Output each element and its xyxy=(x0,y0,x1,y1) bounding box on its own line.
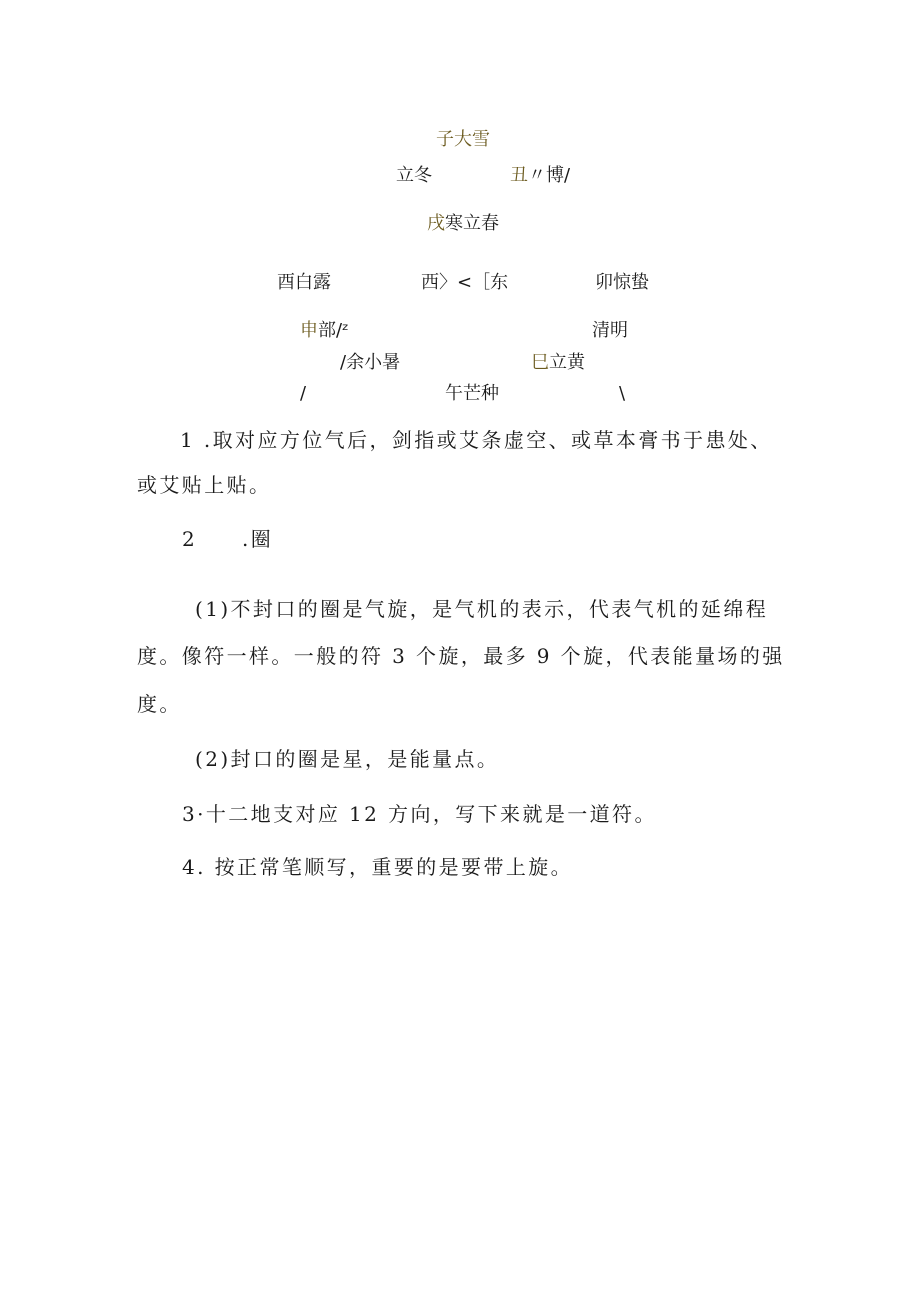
diagram-chou-label xyxy=(510,165,570,187)
diagram-slash-right: \ xyxy=(619,383,626,404)
diagram-wu-label: 午芒种 xyxy=(445,383,499,404)
diagram-si-label xyxy=(531,352,585,374)
xu-branch: 戌 xyxy=(427,213,445,234)
diagram-you-label: 酉白露 xyxy=(277,272,331,293)
diagram-xu-label xyxy=(427,213,499,235)
diagram-lidong-label: 立冬 xyxy=(396,165,432,186)
paragraph-3-line-2: 度。像符一样。一般的符 3 个旋，最多 9 个旋，代表能量场的强 xyxy=(137,644,785,668)
si-branch: 巳 xyxy=(531,352,549,373)
si-term: 立黄 xyxy=(549,352,585,373)
paragraph-3-line-1: (1)不封口的圈是气旋，是气机的表示，代表气机的延绵程 xyxy=(195,597,769,621)
paragraph-3-line-3: 度。 xyxy=(137,692,182,716)
paragraph-1-line-1: 1 .取对应方位气后，剑指或艾条虚空、或草本膏书于患处、 xyxy=(180,428,773,452)
paragraph-2-number: 2 xyxy=(182,527,198,551)
paragraph-5: 3·十二地支对应 12 方向，写下来就是一道符。 xyxy=(182,802,657,826)
paragraph-4: (2)封口的圈是星，是能量点。 xyxy=(195,747,500,771)
paragraph-1-line-2: 或艾贴上贴。 xyxy=(137,473,272,497)
chou-term: 〃博/ xyxy=(528,165,571,186)
shen-term: 部/ᶻ xyxy=(318,320,349,341)
zi-term: 大雪 xyxy=(454,129,490,150)
diagram-mao-label: 卯惊蛰 xyxy=(595,272,649,293)
diagram-xiaoshu-label: /余小暑 xyxy=(340,352,401,373)
paragraph-2-heading: .圈 xyxy=(242,527,274,551)
diagram-shen-label xyxy=(300,320,349,342)
diagram-qingming-label: 清明 xyxy=(592,320,628,341)
zi-branch: 子 xyxy=(436,129,454,150)
diagram-center-west-east: 西〉<［东 xyxy=(421,272,509,293)
chou-branch: 丑 xyxy=(510,165,528,186)
diagram-slash-left: / xyxy=(300,383,307,404)
paragraph-6: 4. 按正常笔顺写，重要的是要带上旋。 xyxy=(182,855,574,879)
diagram-zi-label xyxy=(436,129,490,151)
shen-branch: 申 xyxy=(300,320,318,341)
xu-term: 寒立春 xyxy=(445,213,499,234)
